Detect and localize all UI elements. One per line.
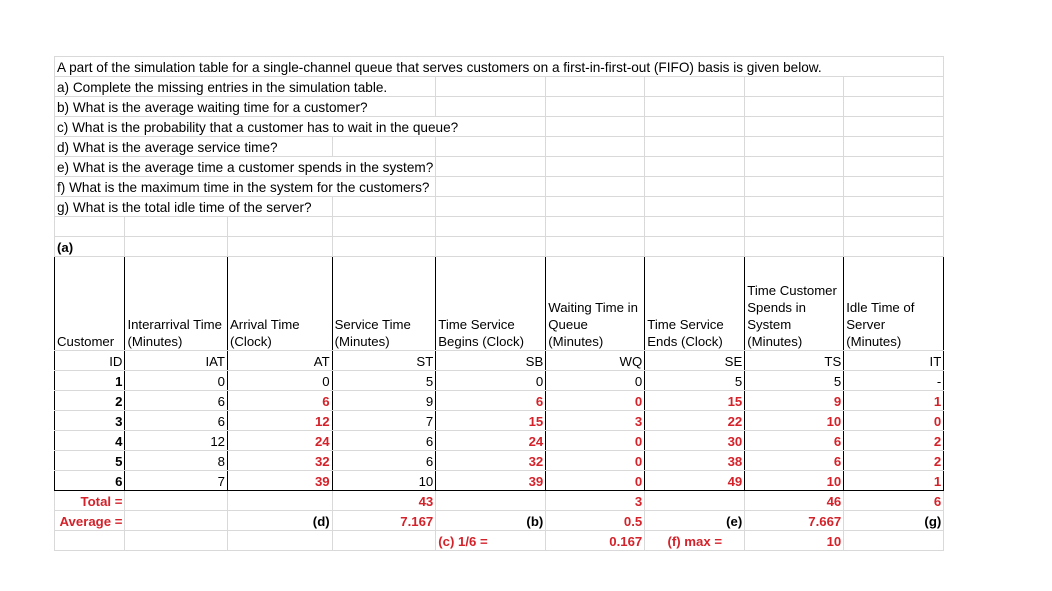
empty-cell xyxy=(745,217,844,237)
table-cell: 12 xyxy=(228,411,333,431)
empty-cell xyxy=(436,491,546,511)
average-label: Average = xyxy=(55,511,125,531)
question-row xyxy=(55,77,944,97)
question-e: e) What is the average time a customer spends in the system? xyxy=(55,157,436,177)
table-cell: 5 xyxy=(55,451,125,471)
section-row xyxy=(55,237,944,257)
empty-cell xyxy=(228,237,333,257)
answer-f-label: (f) max = xyxy=(645,531,745,551)
empty-cell xyxy=(55,531,125,551)
empty-cell xyxy=(645,491,745,511)
empty-cell xyxy=(546,97,645,117)
empty-cell xyxy=(645,77,745,97)
table-cell: 0 xyxy=(228,371,333,391)
column-header: Idle Time of Server (Minutes) xyxy=(844,257,944,351)
question-row xyxy=(55,197,944,217)
total-service-time: 43 xyxy=(332,491,436,511)
empty-cell xyxy=(332,531,436,551)
table-cell: 3 xyxy=(546,411,645,431)
table-cell: 6 xyxy=(332,451,436,471)
table-cell: 6 xyxy=(125,391,228,411)
table-cell: 6 xyxy=(745,431,844,451)
table-cell: 6 xyxy=(436,391,546,411)
table-row xyxy=(55,471,944,491)
empty-cell xyxy=(546,177,645,197)
empty-cell xyxy=(125,491,228,511)
empty-cell xyxy=(844,77,944,97)
empty-cell xyxy=(745,237,844,257)
empty-cell xyxy=(844,237,944,257)
question-a: a) Complete the missing entries in the simulation table. xyxy=(55,77,436,97)
abbreviation-cell: SB xyxy=(436,351,546,371)
empty-cell xyxy=(546,137,645,157)
empty-cell xyxy=(436,217,546,237)
abbreviation-cell: SE xyxy=(645,351,745,371)
empty-cell xyxy=(228,217,333,237)
table-row xyxy=(55,431,944,451)
abbreviation-row xyxy=(55,351,944,371)
empty-cell xyxy=(332,197,436,217)
table-cell: 38 xyxy=(645,451,745,471)
empty-cell xyxy=(436,177,546,197)
empty-cell xyxy=(645,237,745,257)
abbreviation-cell: TS xyxy=(745,351,844,371)
empty-cell xyxy=(844,97,944,117)
table-cell: 10 xyxy=(332,471,436,491)
empty-cell xyxy=(436,77,546,97)
table-row xyxy=(55,391,944,411)
column-header: Time Service Ends (Clock) xyxy=(645,257,745,351)
question-intro: A part of the simulation table for a single-channel queue that serves customers on a first-in-first-out (FIFO) basis is given below. xyxy=(55,57,944,77)
question-row xyxy=(55,177,944,197)
table-cell: 1 xyxy=(55,371,125,391)
table-cell: 0 xyxy=(844,411,944,431)
empty-cell xyxy=(436,157,546,177)
table-row xyxy=(55,451,944,471)
table-cell: 5 xyxy=(745,371,844,391)
empty-cell xyxy=(745,117,844,137)
table-cell: 9 xyxy=(745,391,844,411)
table-cell: 10 xyxy=(745,471,844,491)
abbreviation-cell: AT xyxy=(228,351,333,371)
spacer-row xyxy=(55,217,944,237)
empty-cell xyxy=(332,137,436,157)
total-label: Total = xyxy=(55,491,125,511)
empty-cell xyxy=(546,237,645,257)
empty-cell xyxy=(745,197,844,217)
table-cell: 1 xyxy=(844,471,944,491)
question-c: c) What is the probability that a customer has to wait in the queue? xyxy=(55,117,546,137)
table-cell: 49 xyxy=(645,471,745,491)
empty-cell xyxy=(546,217,645,237)
table-cell: - xyxy=(844,371,944,391)
total-row xyxy=(55,491,944,511)
empty-cell xyxy=(844,117,944,137)
question-row xyxy=(55,57,944,77)
column-header-row xyxy=(55,257,944,351)
table-cell: 9 xyxy=(332,391,436,411)
question-row xyxy=(55,157,944,177)
empty-cell xyxy=(645,137,745,157)
table-cell: 0 xyxy=(436,371,546,391)
table-cell: 0 xyxy=(546,431,645,451)
average-row xyxy=(55,511,944,531)
empty-cell xyxy=(844,531,944,551)
table-cell: 24 xyxy=(436,431,546,451)
table-cell: 7 xyxy=(125,471,228,491)
empty-cell xyxy=(844,157,944,177)
average-service-time: 7.167 xyxy=(332,511,436,531)
empty-cell xyxy=(436,137,546,157)
total-time-in-system: 46 xyxy=(745,491,844,511)
empty-cell xyxy=(645,217,745,237)
empty-cell xyxy=(645,177,745,197)
table-cell: 5 xyxy=(332,371,436,391)
table-cell: 6 xyxy=(745,451,844,471)
table-cell: 4 xyxy=(55,431,125,451)
answer-e-label: (e) xyxy=(645,511,745,531)
empty-cell xyxy=(332,237,436,257)
empty-cell xyxy=(745,137,844,157)
table-cell: 0 xyxy=(546,391,645,411)
table-cell: 2 xyxy=(55,391,125,411)
empty-cell xyxy=(844,217,944,237)
simulation-spreadsheet xyxy=(54,56,944,551)
empty-cell xyxy=(745,77,844,97)
empty-cell xyxy=(125,531,228,551)
empty-cell xyxy=(546,117,645,137)
question-row xyxy=(55,117,944,137)
table-cell: 5 xyxy=(645,371,745,391)
table-cell: 12 xyxy=(125,431,228,451)
total-waiting-time: 3 xyxy=(546,491,645,511)
empty-cell xyxy=(645,197,745,217)
answer-g-label: (g) xyxy=(844,511,944,531)
empty-cell xyxy=(645,157,745,177)
table-cell: 10 xyxy=(745,411,844,431)
table-cell: 7 xyxy=(332,411,436,431)
section-label: (a) xyxy=(55,237,125,257)
abbreviation-cell: ST xyxy=(332,351,436,371)
empty-cell xyxy=(436,237,546,257)
table-cell: 30 xyxy=(645,431,745,451)
empty-cell xyxy=(745,157,844,177)
column-header: Time Service Begins (Clock) xyxy=(436,257,546,351)
abbreviation-cell: IT xyxy=(844,351,944,371)
table-row xyxy=(55,371,944,391)
empty-cell xyxy=(844,177,944,197)
table-cell: 8 xyxy=(125,451,228,471)
table-cell: 39 xyxy=(228,471,333,491)
column-header: Waiting Time in Queue (Minutes) xyxy=(546,257,645,351)
empty-cell xyxy=(125,217,228,237)
table-cell: 6 xyxy=(55,471,125,491)
max-time-in-system: 10 xyxy=(745,531,844,551)
table-cell: 2 xyxy=(844,431,944,451)
answer-c-label: (c) 1/6 = xyxy=(436,531,546,551)
table-cell: 6 xyxy=(332,431,436,451)
table-cell: 6 xyxy=(228,391,333,411)
wait-probability: 0.167 xyxy=(546,531,645,551)
column-header: Customer xyxy=(55,257,125,351)
empty-cell xyxy=(844,197,944,217)
column-header: Interarrival Time (Minutes) xyxy=(125,257,228,351)
empty-cell xyxy=(844,137,944,157)
average-time-in-system: 7.667 xyxy=(745,511,844,531)
empty-cell xyxy=(546,77,645,97)
table-cell: 32 xyxy=(228,451,333,471)
empty-cell xyxy=(228,491,333,511)
empty-cell xyxy=(436,97,546,117)
abbreviation-cell: IAT xyxy=(125,351,228,371)
empty-cell xyxy=(745,97,844,117)
table-cell: 15 xyxy=(645,391,745,411)
empty-cell xyxy=(645,97,745,117)
answer-b-label: (b) xyxy=(436,511,546,531)
question-d: d) What is the average service time? xyxy=(55,137,333,157)
table-cell: 32 xyxy=(436,451,546,471)
empty-cell xyxy=(745,177,844,197)
table-row xyxy=(55,411,944,431)
empty-cell xyxy=(55,217,125,237)
table-cell: 0 xyxy=(546,451,645,471)
extra-answers-row xyxy=(55,531,944,551)
question-row xyxy=(55,97,944,117)
table-cell: 6 xyxy=(125,411,228,431)
average-waiting-time: 0.5 xyxy=(546,511,645,531)
table-cell: 39 xyxy=(436,471,546,491)
answer-d-label: (d) xyxy=(228,511,333,531)
empty-cell xyxy=(332,217,436,237)
table-cell: 1 xyxy=(844,391,944,411)
column-header: Service Time (Minutes) xyxy=(332,257,436,351)
column-header: Arrival Time (Clock) xyxy=(228,257,333,351)
question-row xyxy=(55,137,944,157)
question-f: f) What is the maximum time in the system for the customers? xyxy=(55,177,436,197)
empty-cell xyxy=(125,237,228,257)
abbreviation-cell: ID xyxy=(55,351,125,371)
table-cell: 15 xyxy=(436,411,546,431)
total-idle-time: 6 xyxy=(844,491,944,511)
table-cell: 0 xyxy=(546,371,645,391)
column-header: Time Customer Spends in System (Minutes) xyxy=(745,257,844,351)
empty-cell xyxy=(645,117,745,137)
empty-cell xyxy=(228,531,333,551)
empty-cell xyxy=(546,197,645,217)
table-cell: 2 xyxy=(844,451,944,471)
table-cell: 0 xyxy=(546,471,645,491)
abbreviation-cell: WQ xyxy=(546,351,645,371)
question-b: b) What is the average waiting time for a customer? xyxy=(55,97,436,117)
table-cell: 24 xyxy=(228,431,333,451)
empty-cell xyxy=(125,511,228,531)
table-cell: 0 xyxy=(125,371,228,391)
table-cell: 22 xyxy=(645,411,745,431)
question-g: g) What is the total idle time of the server? xyxy=(55,197,333,217)
empty-cell xyxy=(546,157,645,177)
table-cell: 3 xyxy=(55,411,125,431)
empty-cell xyxy=(436,197,546,217)
